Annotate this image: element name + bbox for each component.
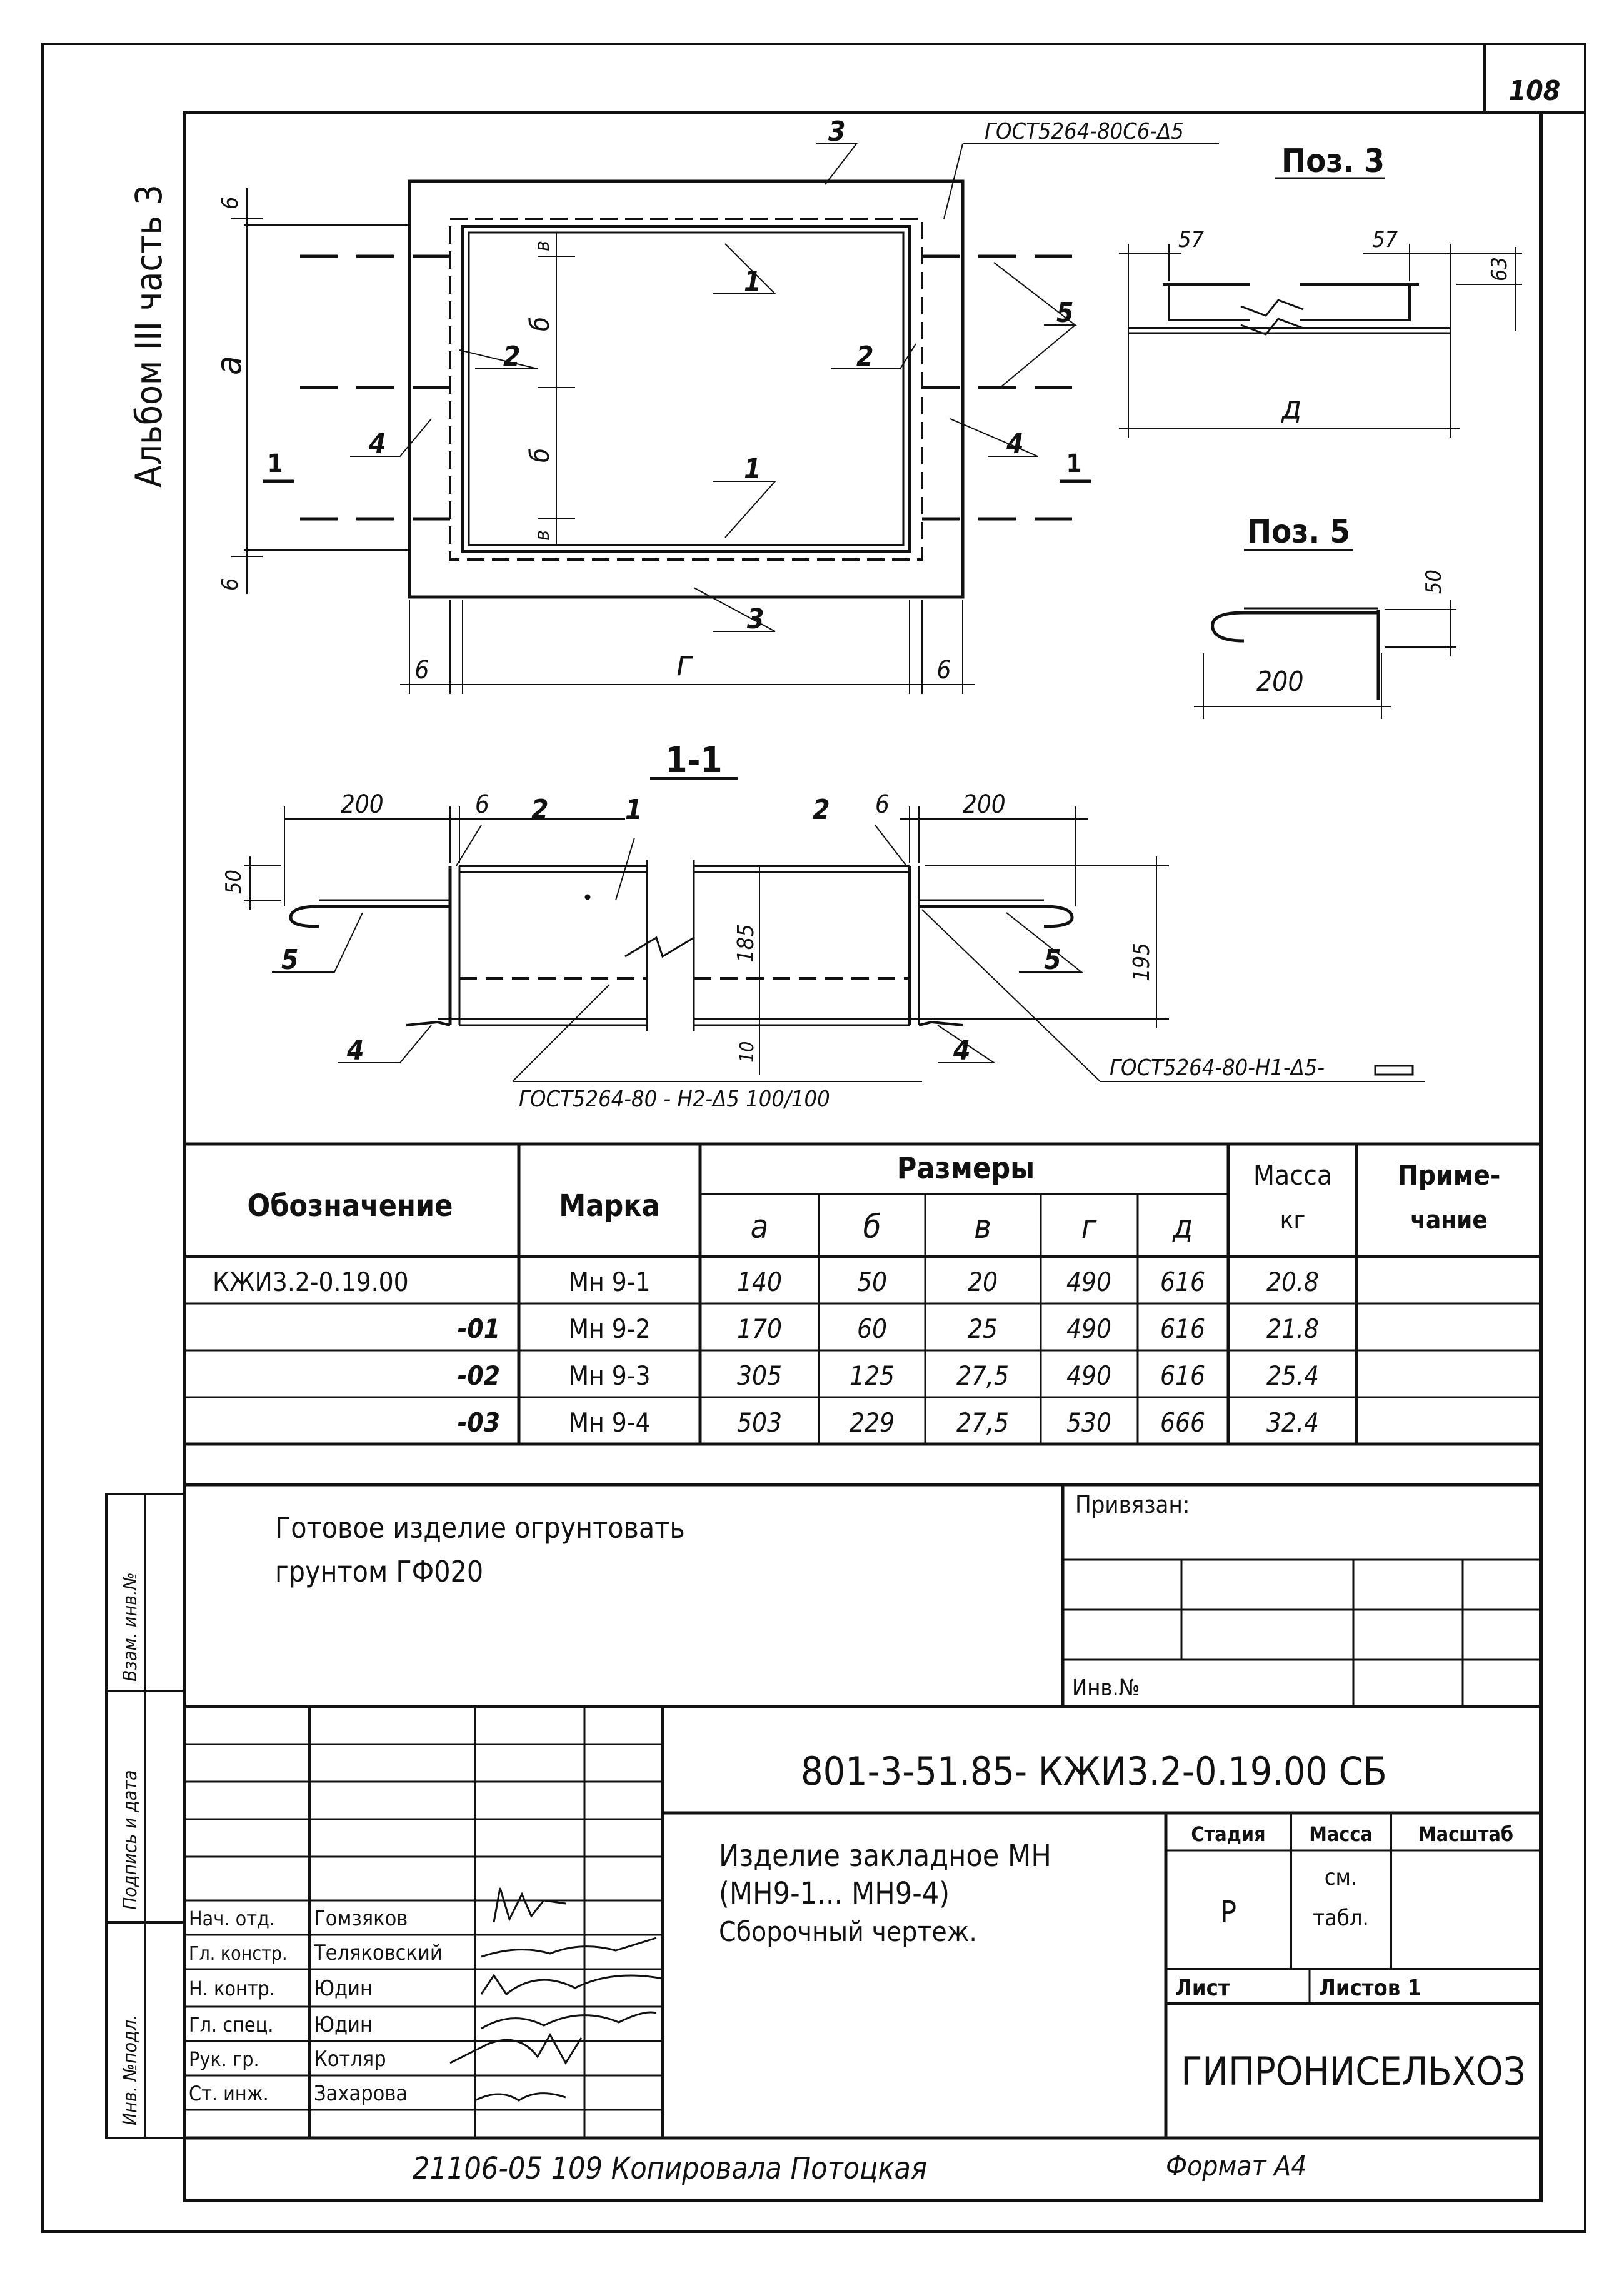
- signature-6: [475, 2094, 566, 2100]
- signature-5: [450, 2035, 581, 2063]
- side-stamp-inv-podl: Инв. №подл.: [119, 2014, 141, 2125]
- signer-role-6: Ст. инж.: [189, 2082, 269, 2105]
- plan-dim-6-bottom: 6: [218, 578, 243, 591]
- weld-flag-symbol: [1375, 1066, 1413, 1075]
- plan-dim-6-left: 6: [414, 656, 429, 685]
- table-row-2-mass: 21.8: [1266, 1313, 1320, 1344]
- table-row-2-designation: -01: [457, 1313, 500, 1344]
- signer-name-3: Юдин: [314, 1976, 373, 2001]
- plan-section-mark-right: 1: [1066, 449, 1082, 478]
- note-line-2: грунтом ГФ020: [275, 1555, 484, 1588]
- signer-name-6: Захарова: [314, 2081, 408, 2106]
- note-line-1: Готовое изделие огрунтовать: [275, 1511, 685, 1545]
- pos3-dim-d: д: [1281, 389, 1302, 427]
- table-row-3-designation: -02: [457, 1360, 500, 1391]
- plan-dim-b-bottom: б: [524, 448, 555, 463]
- table-row-1-designation: КЖИ3.2-0.19.00: [213, 1267, 409, 1297]
- side-stamp-column: [106, 1494, 184, 2138]
- table-row-2-v: 25: [967, 1313, 998, 1344]
- signatures: [450, 1888, 663, 2100]
- plan-pos2-right: 2: [856, 341, 874, 373]
- table-row-1-b: 50: [856, 1267, 888, 1297]
- table-row-3-mass: 25.4: [1266, 1360, 1320, 1391]
- table-row-1-mass: 20.8: [1266, 1267, 1320, 1297]
- section-pos2-left: 2: [531, 794, 549, 826]
- th-designation: Обозначение: [247, 1188, 453, 1223]
- table-row-2-g: 490: [1066, 1313, 1112, 1344]
- plan-dim-v-bottom: в: [530, 530, 554, 541]
- plan-dim-6-right: 6: [936, 656, 951, 685]
- plan-pos4-left: 4: [369, 428, 386, 460]
- pos5-dim-200: 200: [1256, 666, 1304, 698]
- th-a: а: [750, 1208, 769, 1246]
- table-row-1-a: 140: [736, 1267, 783, 1297]
- section-dim-195: 195: [1129, 943, 1155, 981]
- table-row-4-designation: -03: [457, 1407, 500, 1438]
- section-pos2-right: 2: [813, 794, 830, 826]
- pos3-title: Поз. 3: [1281, 143, 1385, 180]
- table-row-4-mark: Мн 9-4: [568, 1407, 651, 1438]
- table-row-2-b: 60: [856, 1313, 888, 1344]
- title-code: 801-3-51.85- КЖИ3.2-0.19.00 СБ: [801, 1749, 1387, 1794]
- table-row-4-b: 229: [849, 1407, 895, 1438]
- title-sheets: Листов 1: [1319, 1975, 1422, 2001]
- signature-3: [481, 1975, 663, 1994]
- plan-pos2-left: 2: [503, 341, 521, 373]
- signer-role-2: Гл. констр.: [189, 1943, 288, 1965]
- title-mass-value-2: табл.: [1313, 1905, 1369, 1931]
- table-row-1-v: 20: [967, 1267, 998, 1297]
- plan-weld-note: ГОСТ5264-80С6-Δ5: [985, 119, 1184, 144]
- table-row-4-d: 666: [1160, 1407, 1206, 1438]
- signer-role-1: Нач. отд.: [189, 1907, 276, 1930]
- plan-dim-b-top: б: [524, 316, 555, 331]
- th-mass: Масса: [1253, 1160, 1333, 1192]
- section-pos1: 1: [625, 794, 643, 826]
- section-dim-185: 185: [733, 924, 759, 963]
- table-row-3-b: 125: [849, 1360, 895, 1391]
- signer-name-5: Котляр: [314, 2047, 386, 2072]
- footer-copy: 21106-05 109 Копировала Потоцкая: [413, 2151, 927, 2186]
- plan-pos1-top: 1: [744, 266, 761, 298]
- table-row-1-d: 616: [1160, 1267, 1206, 1297]
- section-pos4-right: 4: [953, 1035, 971, 1066]
- side-stamp-sign-date: Подпись и дата: [119, 1770, 141, 1910]
- table-row-4-v: 27,5: [956, 1407, 1010, 1438]
- table-row-3-g: 490: [1066, 1360, 1112, 1391]
- table-row-2-d: 616: [1160, 1313, 1206, 1344]
- section-dim-50: 50: [221, 870, 246, 894]
- signer-name-4: Юдин: [314, 2012, 373, 2037]
- album-label: Альбом III часть 3: [128, 184, 170, 488]
- section-view: [244, 778, 1425, 1081]
- table-row-3-a: 305: [736, 1360, 783, 1391]
- title-organization: ГИПРОНИСЕЛЬХОЗ: [1181, 2049, 1526, 2094]
- title-mass-value-1: см.: [1324, 1865, 1358, 1890]
- th-v: в: [974, 1208, 991, 1246]
- signer-role-3: Н. контр.: [189, 1977, 275, 2000]
- table-row-4-mass: 32.4: [1266, 1407, 1320, 1438]
- th-mass-unit: кг: [1280, 1206, 1306, 1235]
- th-sizes: Размеры: [896, 1151, 1035, 1186]
- section-title: 1-1: [665, 740, 723, 781]
- th-note: Приме-: [1397, 1160, 1501, 1192]
- title-stage-header: Стадия: [1191, 1822, 1266, 1846]
- pos5-dim-50: 50: [1421, 569, 1446, 594]
- binding-tied: Привязан:: [1075, 1491, 1190, 1518]
- table-row-4-a: 503: [736, 1407, 783, 1438]
- title-name-3: Сборочный чертеж.: [719, 1916, 977, 1948]
- table-row-3-v: 27,5: [956, 1360, 1010, 1391]
- pos3-dim-57-right: 57: [1372, 227, 1398, 253]
- title-stage-value: Р: [1220, 1895, 1237, 1930]
- table-row-3-d: 616: [1160, 1360, 1206, 1391]
- signer-role-4: Гл. спец.: [189, 2013, 274, 2037]
- section-dim-200-left: 200: [341, 790, 384, 819]
- pos3-dim-63: 63: [1487, 257, 1512, 281]
- plan-pos4-right: 4: [1006, 428, 1024, 460]
- th-b: б: [863, 1208, 881, 1246]
- title-mass-header: Масса: [1309, 1822, 1373, 1846]
- title-scale-header: Масштаб: [1418, 1822, 1513, 1846]
- plan-pos1-bottom: 1: [744, 453, 761, 485]
- table-row-2-a: 170: [736, 1313, 783, 1344]
- table-row-4-g: 530: [1066, 1407, 1112, 1438]
- binding-inv: Инв.№: [1072, 1675, 1140, 1701]
- plan-view: [231, 144, 1219, 694]
- table-row-3-mark: Мн 9-3: [568, 1360, 651, 1391]
- section-pos5-left: 5: [281, 944, 299, 976]
- th-mark: Марка: [559, 1188, 660, 1223]
- plan-dim-6-top: 6: [218, 196, 243, 209]
- title-name-1: Изделие закладное МН: [719, 1839, 1051, 1874]
- section-dim-6-left: 6: [475, 790, 489, 819]
- th-note-2: чание: [1410, 1206, 1488, 1235]
- plan-dim-g: г: [676, 643, 693, 684]
- section-dim-200-right: 200: [963, 790, 1006, 819]
- table-row-1-g: 490: [1066, 1267, 1112, 1297]
- table-row-1-mark: Мн 9-1: [568, 1267, 651, 1297]
- plan-pos3-bottom: 3: [747, 603, 764, 635]
- section-dim-6-right: 6: [875, 790, 890, 819]
- signer-name-2: Теляковский: [314, 1940, 443, 1965]
- section-weld-right: ГОСТ5264-80-Н1-Δ5-: [1110, 1055, 1325, 1081]
- signature-2: [481, 1938, 656, 1957]
- plan-dim-v-top: в: [530, 241, 554, 251]
- th-g: г: [1081, 1208, 1097, 1246]
- page-number: 108: [1508, 75, 1561, 107]
- pos3-dim-57-left: 57: [1178, 227, 1205, 253]
- pos3-detail: [1119, 178, 1522, 438]
- section-pos5-right: 5: [1044, 944, 1061, 976]
- section-pos4-left: 4: [347, 1035, 364, 1066]
- signer-role-5: Рук. гр.: [189, 2047, 259, 2071]
- plan-pos3-top: 3: [828, 116, 846, 148]
- signature-4: [481, 2012, 656, 2029]
- table-row-2-mark: Мн 9-2: [568, 1313, 651, 1344]
- side-stamp-vzam-inv: Взам. инв.№: [119, 1572, 141, 1682]
- pos5-detail: [1194, 550, 1456, 719]
- th-d: д: [1172, 1208, 1193, 1246]
- section-dim-10: 10: [736, 1041, 758, 1063]
- pos5-title: Поз. 5: [1247, 513, 1351, 551]
- signature-1: [494, 1888, 566, 1922]
- footer-format: Формат А4: [1166, 2150, 1307, 2182]
- title-sheet: Лист: [1175, 1975, 1230, 2001]
- title-name-2: (МН9-1... МН9-4): [719, 1876, 950, 1911]
- section-weld-bottom: ГОСТ5264-80 - Н2-Δ5 100/100: [519, 1086, 830, 1112]
- plan-section-mark-left: 1: [267, 449, 283, 478]
- plan-pos5: 5: [1056, 297, 1074, 329]
- plan-dim-a: а: [209, 356, 249, 375]
- signer-name-1: Гомзяков: [314, 1906, 408, 1931]
